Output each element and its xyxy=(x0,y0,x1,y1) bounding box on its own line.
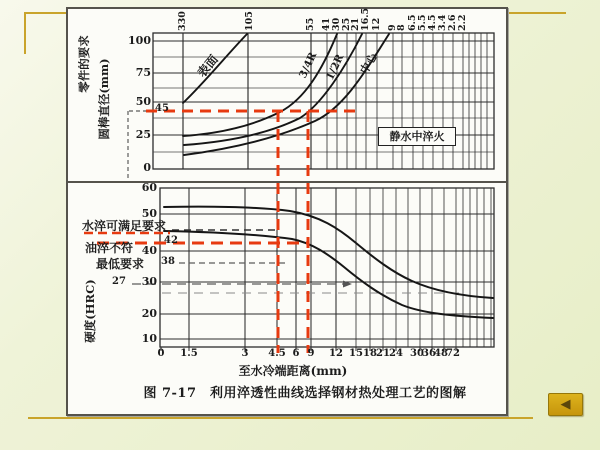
figure-caption: 图 7-17 利用淬透性曲线选择钢材热处理工艺的图解 xyxy=(143,386,467,401)
cooling-rate-tick: 16.5 xyxy=(360,7,371,31)
cooling-rate-tick: 55 xyxy=(305,17,316,31)
ref-value-27: 27 xyxy=(112,276,126,287)
bottom-x-tick: 21 xyxy=(376,348,390,359)
ref-value-42: 42 xyxy=(164,235,178,246)
top-y-tick: 50 xyxy=(135,95,151,108)
bottom-x-tick: 4.5 xyxy=(268,348,286,359)
bottom-x-tick: 36 xyxy=(422,348,436,359)
bottom-rule-line xyxy=(28,417,533,419)
curve-label-surface: 表面 xyxy=(194,52,221,80)
cooling-rate-tick: 2.6 xyxy=(447,14,458,31)
top-y-tick: 75 xyxy=(135,66,151,79)
bottom-x-tick: 30 xyxy=(410,348,424,359)
cooling-rate-tick: 30 xyxy=(331,17,342,31)
bottom-y-tick: 50 xyxy=(141,207,157,220)
curve-label-3-4R: 3/4R xyxy=(296,50,320,81)
cooling-rate-tick: 5.5 xyxy=(417,14,428,31)
annotation-min-requirement: 最低要求 xyxy=(96,257,145,271)
bottom-x-tick: 9 xyxy=(307,348,315,359)
back-button[interactable] xyxy=(548,393,583,416)
bottom-x-tick: 15 xyxy=(349,348,363,359)
bottom-y-tick: 40 xyxy=(141,244,157,257)
top-y-tick: 25 xyxy=(135,128,151,141)
bottom-x-tick: 1.5 xyxy=(180,348,198,359)
cooling-rate-tick: 9 xyxy=(387,24,398,31)
corner-bracket-line xyxy=(24,12,26,54)
bottom-y-tick: 20 xyxy=(141,307,157,320)
top-y-axis-title-inner: 圆棒直径(mm) xyxy=(96,58,111,140)
bottom-x-tick: 3 xyxy=(241,348,249,359)
bottom-y-tick: 30 xyxy=(141,275,157,288)
bottom-x-tick: 0 xyxy=(157,348,165,359)
bottom-x-tick: 72 xyxy=(446,348,460,359)
curve-label-center: 中心 xyxy=(357,50,380,77)
bottom-x-tick: 48 xyxy=(434,348,448,359)
bottom-y-tick: 10 xyxy=(141,332,157,345)
cooling-rate-tick: 330 xyxy=(177,11,188,31)
cooling-rate-tick: 21 xyxy=(350,17,361,31)
cooling-rate-tick: 6.5 xyxy=(407,14,418,31)
bottom-x-tick: 12 xyxy=(329,348,343,359)
top-y-tick: 0 xyxy=(143,161,151,174)
cooling-rate-tick: 25 xyxy=(341,17,352,31)
curve-label-1-2R: 1/2R xyxy=(323,52,347,83)
annotation-water-quench: 水淬可满足要求 xyxy=(82,219,167,233)
ref-value-38: 38 xyxy=(161,256,175,267)
bottom-x-axis-title: 至水冷端距离(mm) xyxy=(238,364,348,378)
target-diameter-label: 45 xyxy=(155,103,169,114)
top-y-axis-title-outer: 零件的要求 xyxy=(76,35,91,93)
cooling-rate-tick: 41 xyxy=(321,17,332,31)
cooling-rate-tick: 3.4 xyxy=(437,14,448,31)
cooling-rate-tick: 2.2 xyxy=(457,14,468,31)
cooling-rate-tick: 12 xyxy=(371,17,382,31)
top-y-tick: 100 xyxy=(128,34,151,47)
bottom-y-tick: 60 xyxy=(141,181,157,194)
annotation-oil-quench: 油淬不符 xyxy=(85,241,134,255)
cooling-rate-tick: 105 xyxy=(244,11,255,31)
bottom-x-tick: 18 xyxy=(363,348,377,359)
bottom-x-tick: 24 xyxy=(389,348,403,359)
quench-medium-box: 静水中淬火 xyxy=(378,127,456,146)
bottom-x-tick: 6 xyxy=(292,348,300,359)
cooling-rate-tick: 4.5 xyxy=(427,14,438,31)
cooling-rate-tick: 8 xyxy=(396,24,407,31)
bottom-y-axis-title: 硬度(HRC) xyxy=(82,279,97,343)
back-arrow-icon: ◀ xyxy=(560,397,571,412)
